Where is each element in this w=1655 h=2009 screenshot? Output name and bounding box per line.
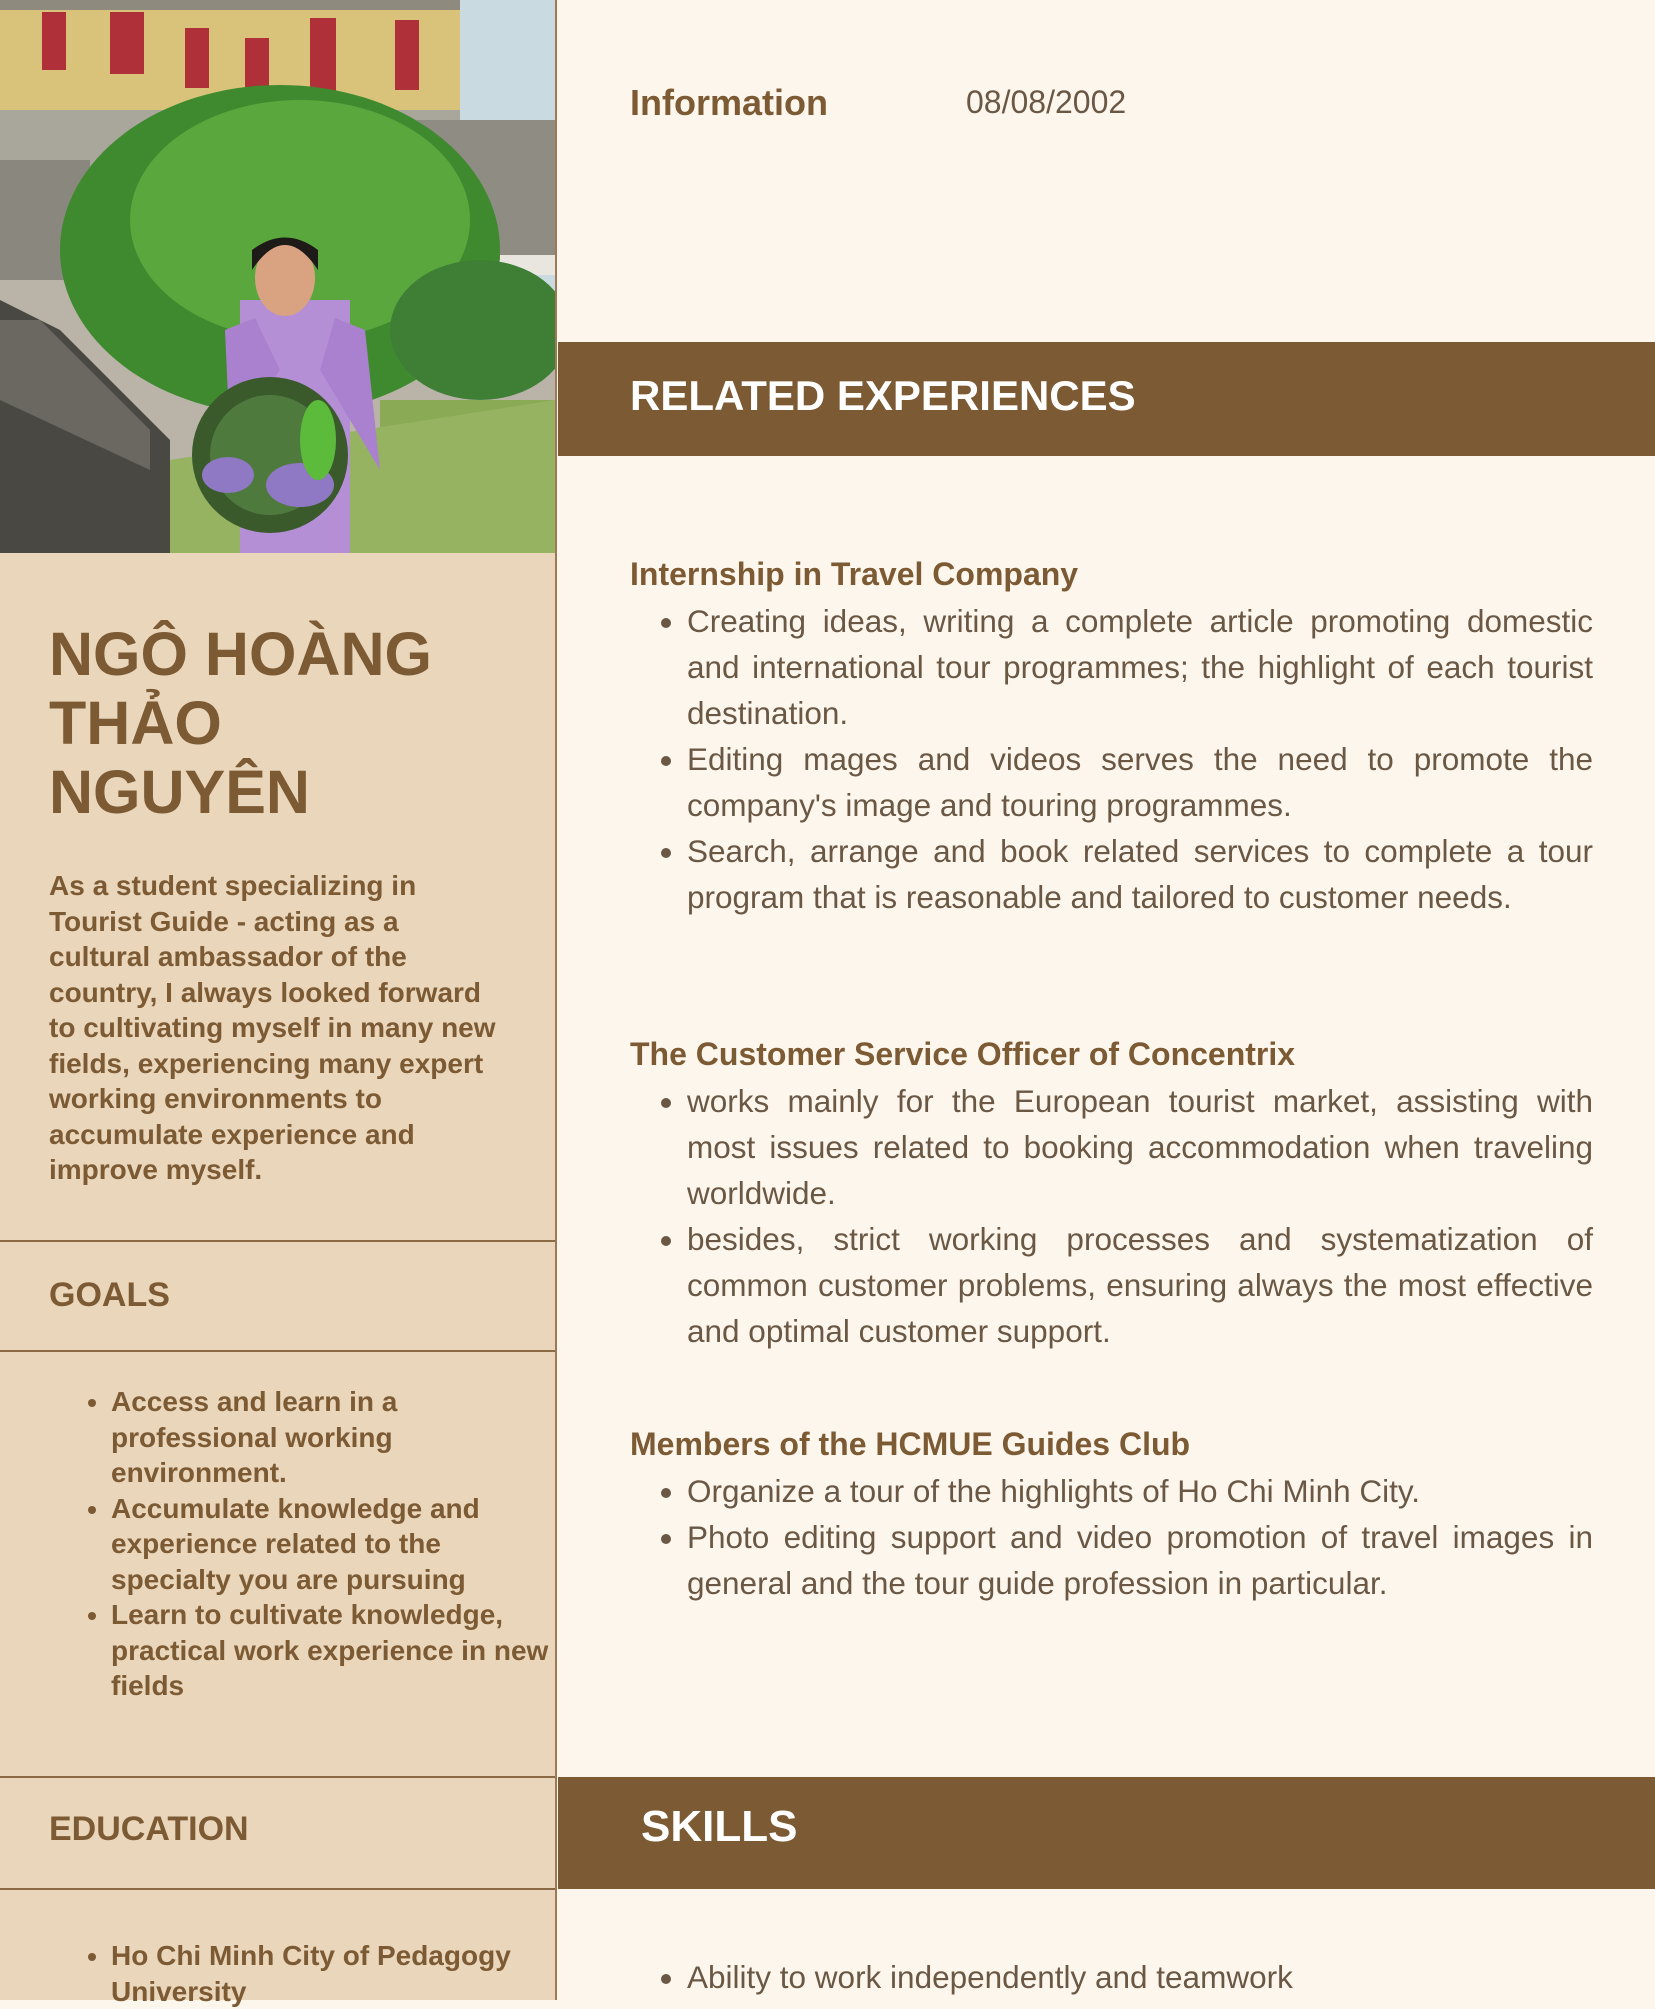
education-list (62, 1938, 561, 2009)
divider (0, 1776, 555, 1778)
list-item: • Creating ideas, writing a complete article promoting domestic and international tour programmes; the highlight of each tourist destination. (687, 598, 1593, 736)
list-item: • Photo editing support and video promotion of travel images in general and the tour guide profession in particular. (687, 1514, 1593, 1606)
list-item: • besides, strict working processes and systematization of common customer problems, ensuring always the most effective and optimal customer support. (687, 1216, 1593, 1354)
list-item: • Learn to cultivate knowledge, practical work experience in new fields (111, 1597, 561, 1704)
job-bullets (630, 598, 1593, 920)
name-line: NGÔ HOÀNG (49, 620, 432, 688)
profile-photo (0, 0, 555, 553)
list-item: • Ho Chi Minh City of Pedagogy University (111, 1938, 561, 2009)
birth-date: 08/08/2002 (966, 84, 1127, 120)
divider (0, 1240, 555, 1242)
list-item: • Ability to work independently and teamwork (687, 1954, 1593, 2000)
skills-banner (558, 1777, 1655, 1889)
intro-paragraph: As a student specializing in Tourist Guide - acting as a cultural ambassador of the country, I always looked forward to cultivating myself in many new fields, experiencing many expert working environments to accumulate experience and improve myself. (49, 870, 496, 1185)
list-item: • works mainly for the European tourist market, assisting with most issues related to booking accommodation when traveling worldwide. (687, 1078, 1593, 1216)
education-heading: EDUCATION (49, 1810, 249, 1848)
experiences-banner (558, 342, 1655, 456)
list-item: • Accumulate knowledge and experience related to the specialty you are pursuing (111, 1491, 561, 1598)
skills-heading: SKILLS (641, 1802, 798, 1851)
name-line: THẢO (49, 689, 222, 757)
list-item: • Organize a tour of the highlights of Ho Chi Minh City. (687, 1468, 1593, 1514)
list-item: • Access and learn in a professional working environment. (111, 1384, 561, 1491)
job-title: Members of the HCMUE Guides Club (630, 1426, 1191, 1462)
list-item: • Editing mages and videos serves the need to promote the company's image and touring programmes. (687, 736, 1593, 828)
goals-list (62, 1384, 561, 1704)
divider (0, 1350, 555, 1352)
job-title: Internship in Travel Company (630, 556, 1079, 592)
information-label: Information (630, 82, 828, 123)
job-bullets (630, 1078, 1593, 1354)
name-line: NGUYÊN (49, 758, 310, 826)
divider (0, 1888, 555, 1890)
experiences-heading: RELATED EXPERIENCES (630, 372, 1136, 419)
candidate-name (49, 620, 529, 827)
list-item: • Search, arrange and book related services to complete a tour program that is reasonable and tailored to customer needs. (687, 828, 1593, 920)
skills-list (630, 1954, 1593, 2000)
job-title: The Customer Service Officer of Concentrix (630, 1036, 1296, 1072)
goals-heading: GOALS (49, 1276, 170, 1314)
job-bullets (630, 1468, 1593, 1606)
